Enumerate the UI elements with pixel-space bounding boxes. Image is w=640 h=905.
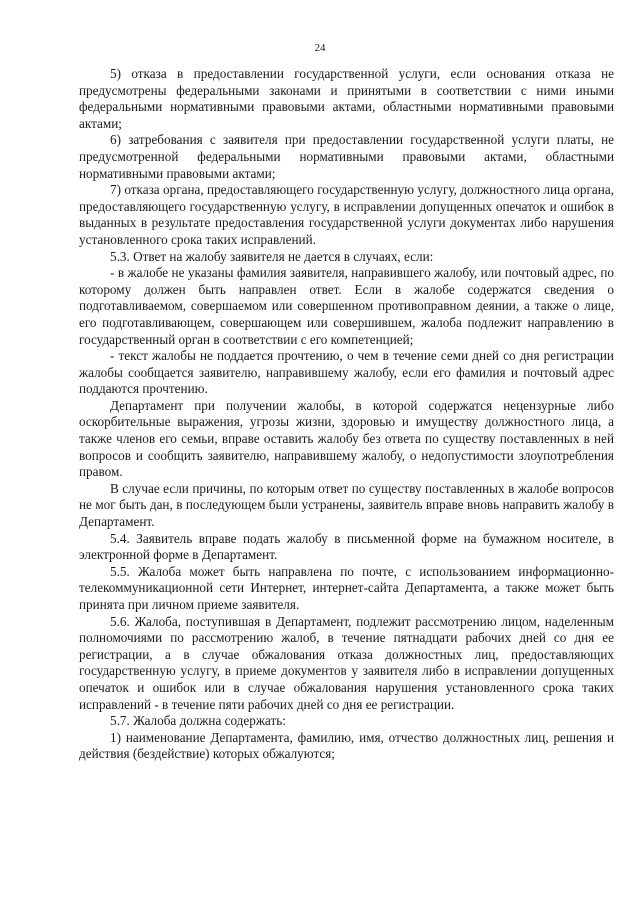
paragraph-item-6-fee-demand: 6) затребования с заявителя при предоставлении государственной услуги платы, не предусмотренной федеральными нормативными правовыми актами, областными нормативными правовыми актами;	[79, 132, 614, 181]
paragraph-item-7-correction-refusal: 7) отказа органа, предоставляющего государственную услугу, должностного лица органа, предоставляющего государственную услугу, в исправлении допущенных опечаток и ошибок в выданных в результате предоставления государственной услуги документах либо нарушения установленного срока таких исправлений.	[79, 182, 614, 247]
paragraph-section-5-4: 5.4. Заявитель вправе подать жалобу в письменной форме на бумажном носителе, в электронной форме в Департамент.	[79, 530, 614, 563]
paragraph-item-5-refusal: 5) отказа в предоставлении государственной услуги, если основания отказа не предусмотрены федеральными законами и принятыми в соответствии с ними иными федеральными нормативными правовыми актами, областными нормативными правовыми актами;	[79, 66, 614, 131]
paragraph-section-5-7: 5.7. Жалоба должна содержать:	[110, 713, 286, 729]
paragraph-no-name-or-address: - в жалобе не указаны фамилия заявителя, направившего жалобу, или почтовый адрес, по которому должен быть направлен ответ. Если в жалобе содержатся сведения о подготавливаемом, совершаемом или совершенном противоправном деянии, а также о лице, его подготавливающем, совершающем или совершившем, жалоба подлежит направлению в государственный орган в соответствии с его компетенцией;	[79, 265, 614, 347]
paragraph-section-5-6: 5.6. Жалоба, поступившая в Департамент, подлежит рассмотрению лицом, наделенным полномочиями по рассмотрению жалоб, в течение пятнадцати рабочих дней со дня ее регистрации, а в случае обжалования отказа должностных лиц, предоставляющих государственную услугу, в приеме документов у заявителя либо в исправлении допущенных опечаток и ошибок или в случае обжалования нарушения установленного срока таких исправлений - в течение пяти рабочих дней со дня ее регистрации.	[79, 613, 614, 712]
document-body	[79, 66, 614, 763]
paragraph-item-1-department-name: 1) наименование Департамента, фамилию, имя, отчество должностных лиц, решения и действия (бездействие) которых обжалуются;	[79, 729, 614, 762]
paragraph-unreadable-text: - текст жалобы не поддается прочтению, о чем в течение семи дней со дня регистрации жалобы сообщается заявителю, направившему жалобу, если его фамилия и почтовый адрес поддаются прочтению.	[79, 348, 614, 397]
page-number: 24	[314, 42, 326, 54]
paragraph-section-5-5: 5.5. Жалоба может быть направлена по почте, с использованием информационно-телекоммуникационной сети Интернет, интернет-сайта Департамента, а также может быть принята при личном приеме заявителя.	[79, 563, 614, 612]
paragraph-offensive-complaint: Департамент при получении жалобы, в которой содержатся нецензурные либо оскорбительные выражения, угрозы жизни, здоровью и имуществу должностного лица, а также членов его семьи, вправе оставить жалобу без ответа по существу поставленных в ней вопросов и сообщить заявителю, направившему жалобу, о недопустимости злоупотребления правом.	[79, 397, 614, 480]
paragraph-resubmission: В случае если причины, по которым ответ по существу поставленных в жалобе вопросов не мог быть дан, в последующем были устранены, заявитель вправе вновь направить жалобу в Департамент.	[79, 480, 614, 530]
paragraph-section-5-3: 5.3. Ответ на жалобу заявителя не дается в случаях, если:	[110, 248, 434, 264]
